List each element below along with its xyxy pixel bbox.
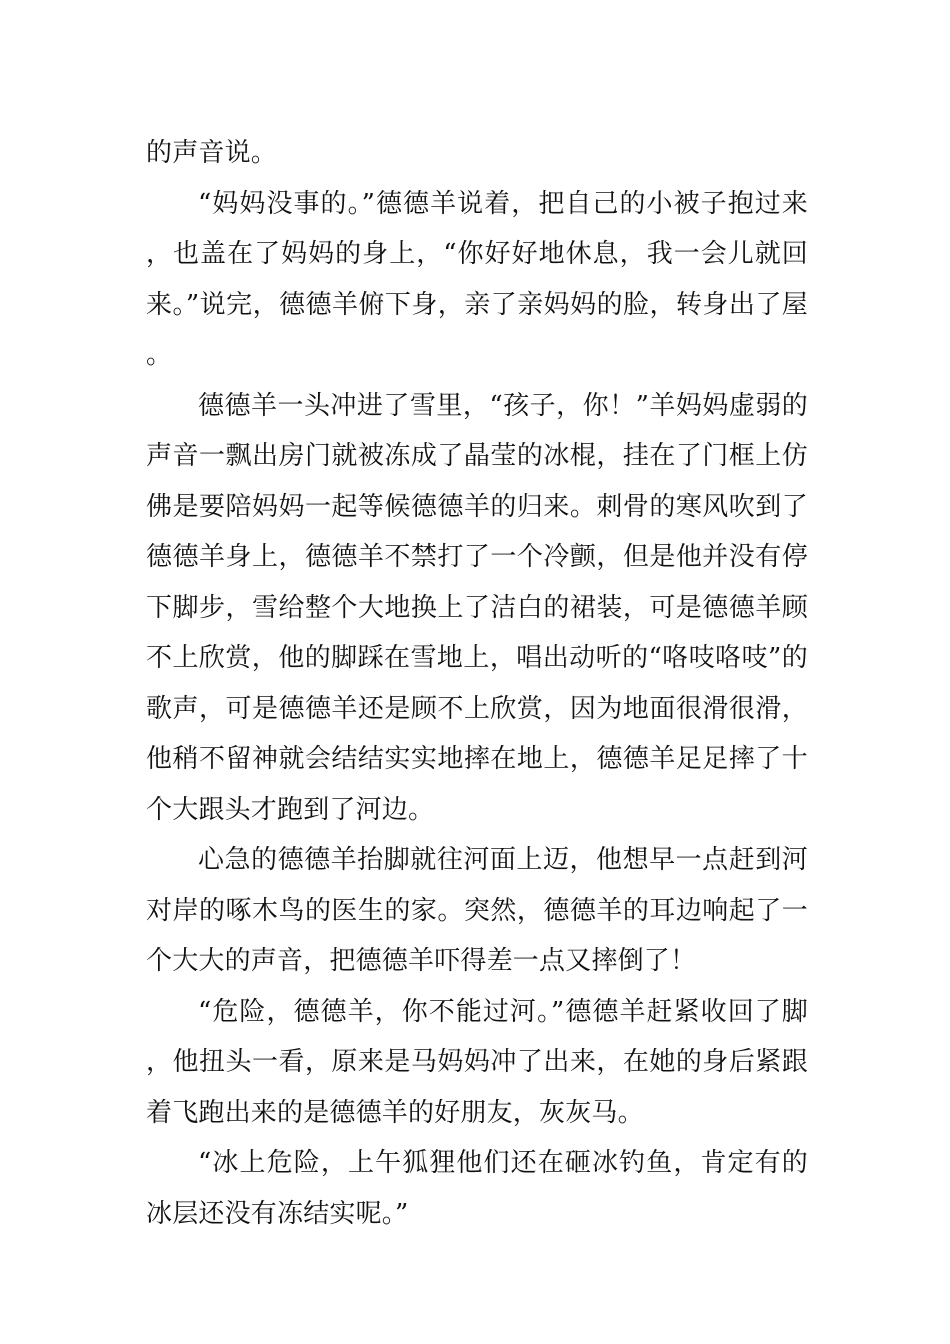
paragraph-4: 心急的德德羊抬脚就往河面上迈，他想早一点赶到河对岸的啄木鸟的医生的家。突然，德德羊的耳边响起了一个大大的声音，把德德羊吓得差一点又摔倒了！ <box>146 845 808 976</box>
paragraph-3: 德德羊一头冲进了雪里，“孩子，你！”羊妈妈虚弱的声音一飘出房门就被冻成了晶莹的冰棍，挂在了门框上仿佛是要陪妈妈一起等候德德羊的归来。刺骨的寒风吹到了德德羊身上，德德羊不禁打了一个冷颤，但是他并没有停下脚步，雪给整个大地换上了洁白的裙装，可是德德羊顾不上欣赏，他的脚踩在雪地上，唱出动听的“咯吱咯吱”的歌声，可是德德羊还是顾不上欣赏，因为地面很滑很滑，他稍不留神就会结结实实地摔在地上，德德羊足足摔了十个大跟头才跑到了河边。 <box>146 390 808 825</box>
paragraph-1: 的声音说。 <box>146 138 278 168</box>
paragraph-2: “妈妈没事的。”德德羊说着，把自己的小被子抱过来，也盖在了妈妈的身上，“你好好地休息，我一会儿就回来。”说完，德德羊俯下身，亲了亲妈妈的脸，转身出了屋。 <box>146 188 808 370</box>
paragraph-6: “冰上危险，上午狐狸他们还在砸冰钓鱼，肯定有的冰层还没有冻结实呢。” <box>146 1148 808 1229</box>
story-text <box>146 128 808 1239</box>
paragraph-5: “危险，德德羊，你不能过河。”德德羊赶紧收回了脚，他扭头一看，原来是马妈妈冲了出来，在她的身后紧跟着飞跑出来的是德德羊的好朋友，灰灰马。 <box>146 996 808 1128</box>
